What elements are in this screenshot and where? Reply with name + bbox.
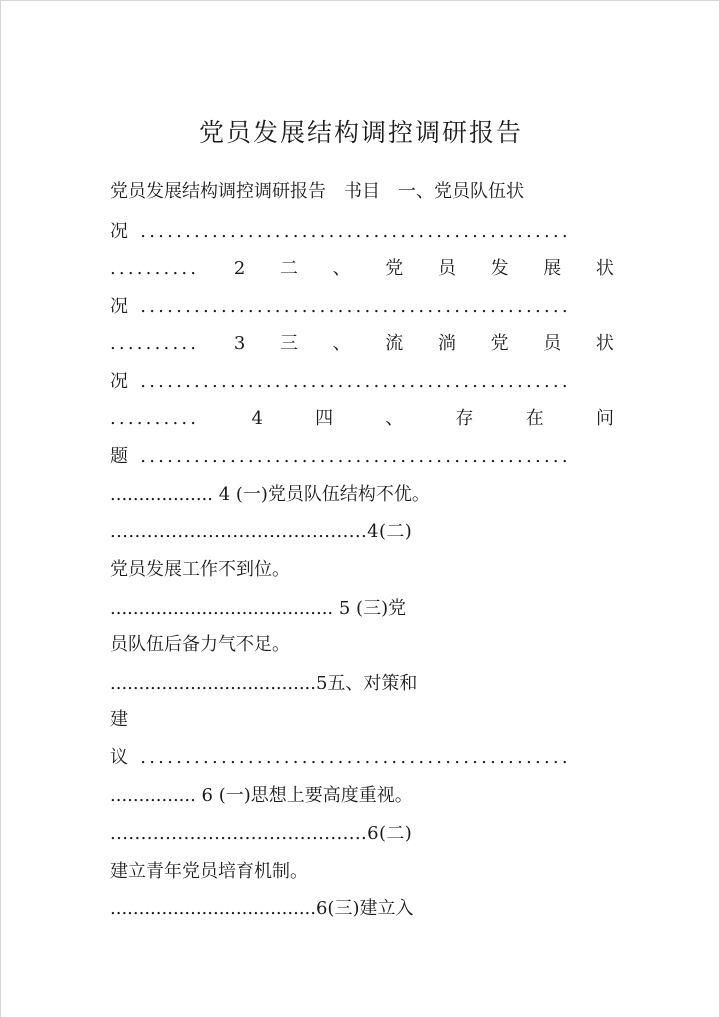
- toc-line: 议 ................................................: [110, 747, 571, 768]
- toc-char: 发: [490, 258, 509, 279]
- toc-line: ..........................................4(二): [110, 521, 413, 542]
- toc-char: 问: [595, 408, 614, 429]
- toc-leader-dots: ..........: [110, 333, 200, 354]
- toc-char: 党: [490, 333, 509, 354]
- toc-char: 在: [525, 408, 544, 429]
- toc-line: ....................................5五、对策和: [110, 673, 418, 694]
- toc-line: 况 ................................................: [110, 296, 571, 317]
- toc-line: 题 ................................................: [110, 446, 571, 467]
- toc-char: 、: [332, 258, 351, 279]
- toc-char: 淌: [437, 333, 456, 354]
- toc-char: 、: [332, 333, 351, 354]
- document-title: 党员发展结构调控调研报告: [198, 118, 523, 147]
- toc-page-number: 4: [251, 408, 263, 429]
- toc-line: ....................................6(三)建立入: [110, 898, 414, 919]
- toc-char: 状: [595, 258, 614, 279]
- toc-char: 存: [455, 408, 474, 429]
- toc-char: 党: [385, 258, 404, 279]
- toc-line: [110, 400, 614, 438]
- toc-line: ....................................... 5 (三)党: [110, 598, 407, 619]
- toc-line: 建: [110, 709, 128, 730]
- toc-line: 党员发展工作不到位。: [110, 559, 290, 580]
- toc-line: 党员发展结构调控调研报告 书目 一、党员队伍状: [110, 181, 524, 202]
- toc-line: [110, 325, 614, 363]
- toc-page-number: 3: [233, 333, 246, 354]
- toc-char: 二: [279, 258, 298, 279]
- toc-line: [110, 250, 614, 288]
- toc-page-number: 2: [233, 258, 246, 279]
- toc-char: 员: [543, 333, 562, 354]
- toc-char: 状: [595, 333, 614, 354]
- toc-leader-dots: ..........: [110, 408, 200, 429]
- toc-line: 建立青年党员培育机制。: [110, 861, 308, 882]
- toc-char: 展: [543, 258, 562, 279]
- toc-line: ............... 6 (一)思想上要高度重视。: [110, 785, 413, 806]
- toc-line: 员队伍后备力气不足。: [110, 634, 290, 655]
- toc-char: 四: [315, 408, 334, 429]
- toc-line: .................. 4 (一)党员队伍结构不优。: [110, 484, 430, 505]
- toc-line: 况 ................................................: [110, 371, 571, 392]
- toc-line: ..........................................6(二): [110, 823, 413, 844]
- toc-char: 三: [279, 333, 298, 354]
- toc-char: 流: [385, 333, 404, 354]
- toc-char: 、: [385, 408, 404, 429]
- toc-line: 况 ................................................: [110, 221, 571, 242]
- toc-leader-dots: ..........: [110, 258, 200, 279]
- toc-char: 员: [437, 258, 456, 279]
